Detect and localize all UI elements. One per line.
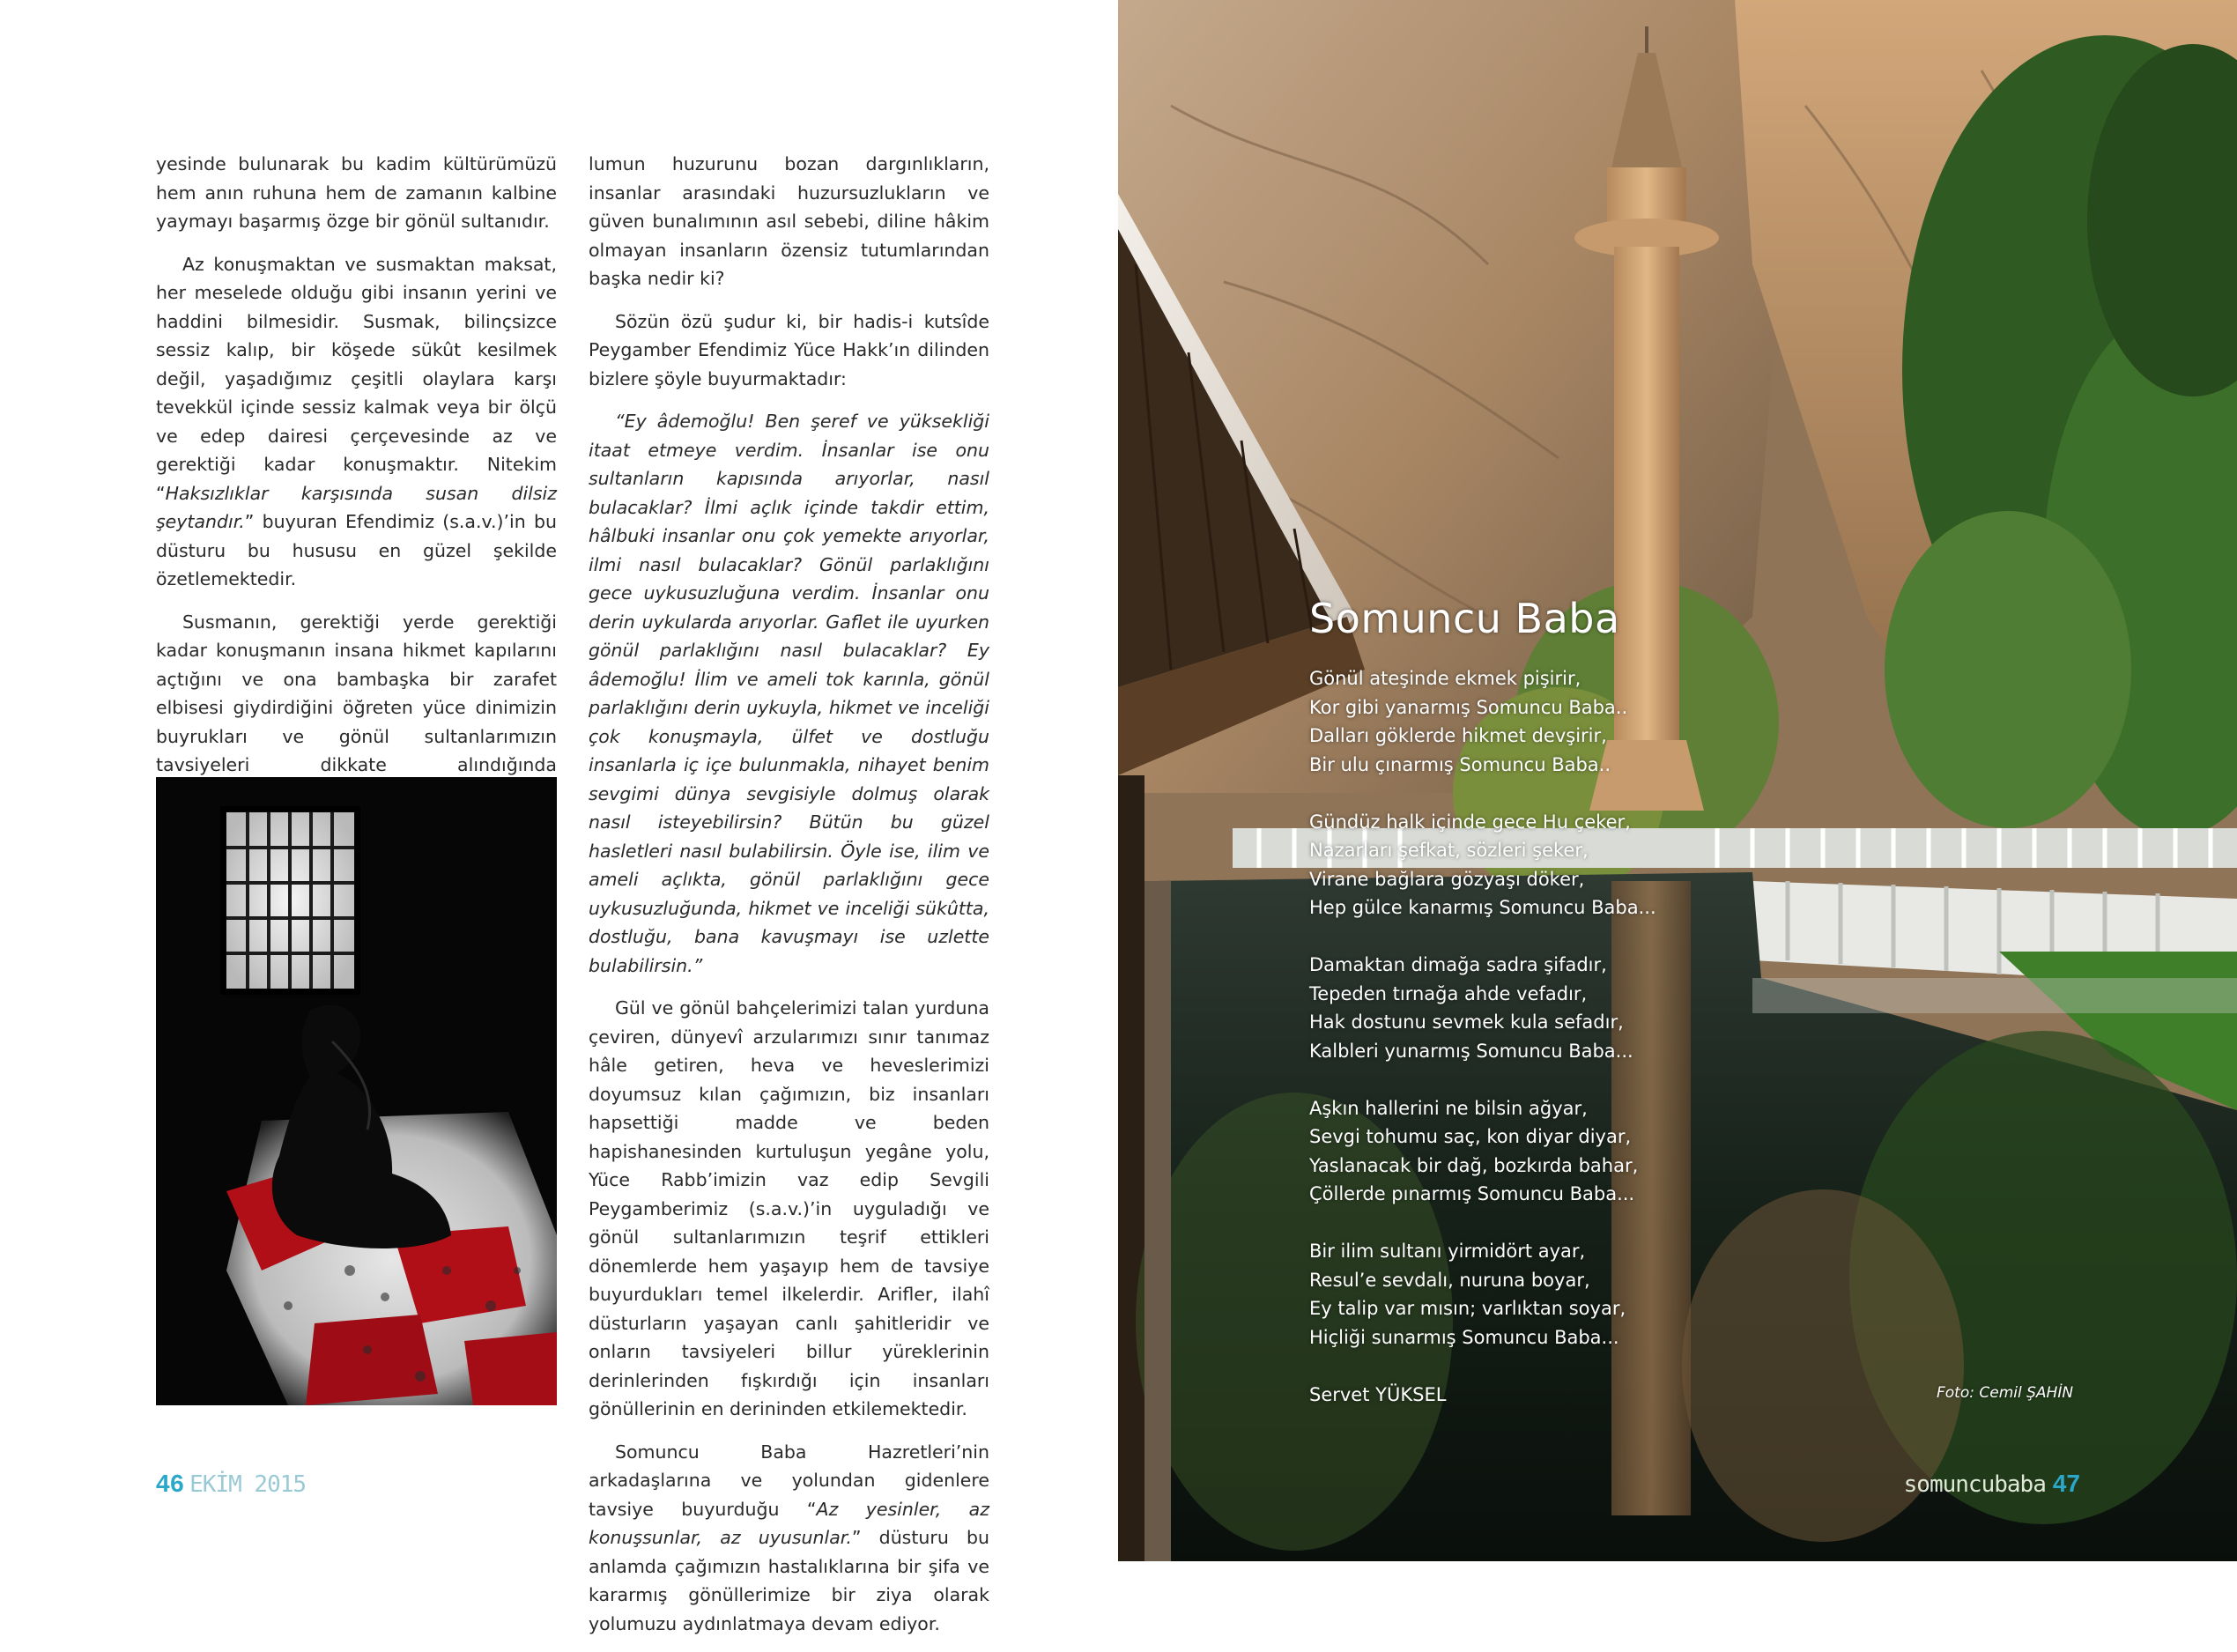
poem-line: Ey talip var mısın; varlıktan soyar, <box>1309 1298 1626 1319</box>
poem-line: Sevgi tohumu saç, kon diyar diyar, <box>1309 1126 1632 1147</box>
poem-line: Virane bağlara gözyaşı döker, <box>1309 868 1585 890</box>
poem-line: Tepeden tırnağa ahde vefadır, <box>1309 982 1588 1004</box>
hadith-quote: “Ey âdemoğlu! Ben şeref ve yüksekliği itaat etmeye verdim. İnsanlar ise onu sultanların kapısında arıyorlar, nasıl bulacaklar? İlmi açlık içinde takdir ettim, hâlbuki insanlar onu çok yemekte arıyorlar, ilmi nasıl bulacaklar? Gönül parlaklığını gece uykusuzluğuna verdim. İnsanlar onu derin uykularda arıyorlar. Gaflet ile uyurken gönül parlaklığını nasıl bulacaklar? Ey âdemoğlu! İlim ve ameli tok karınla, gönül parlaklığını derin uykuyla, hikmet ve inceliği çok konuşmayla, ülfet ve dostluğu insanlarla iç içe bulunmakla, nihayet benim sevgimi dünya sevgisiyle dolmuş olarak nasıl isteyebilirsin? Bütün bu güzel hasletleri nasıl bulabilirsin. Öyle ise, ilim ve ameli açlıkta, gönül parlaklığını gece uykusuzluğunda, hikmet ve inceliği sükûtta, dostluğu, bana kavuşmayı ise uzlette bulabilirsin.” <box>589 411 989 976</box>
magazine-brand: somuncubaba <box>1903 1471 2046 1498</box>
photo-credit: Foto: Cemil ŞAHİN <box>1937 1384 2074 1402</box>
article-column-2 <box>589 150 989 1652</box>
poem-line: Damaktan dimağa sadra şifadır, <box>1309 954 1607 975</box>
poem-stanza <box>1309 664 1679 779</box>
poem-stanza <box>1309 1237 1679 1352</box>
poem-line: Gönül ateşinde ekmek pişirir, <box>1309 668 1581 689</box>
poem-author: Servet YÜKSEL <box>1309 1383 1447 1405</box>
poem-line: Dalları göklerde hikmet devşirir, <box>1309 725 1607 746</box>
paragraph: yesinde bulunarak bu kadim kültürümüzü hem anın ruhuna hem de zamanın kalbine yaymayı başarmış özge bir gönül sultanıdır. <box>156 153 557 232</box>
paragraph: Susmanın, gerektiği yerde gerektiği kadar konuşmanın insana hikmet kapılarını açtığını ve ona bambaşka bir zarafet elbisesi giydirdiğini öğreten yüce dinimizin buyrukları ve gönül sultanlarımızın tavsiyeleri dikkate alındığında <box>156 611 557 775</box>
poem-line: Gündüz halk içinde gece Hu çeker, <box>1309 811 1631 833</box>
page-folio-right <box>1904 1470 2080 1498</box>
poem-line: Hep gülce kanarmış Somuncu Baba... <box>1309 897 1656 918</box>
poem-stanza <box>1309 808 1679 922</box>
issue-month: EKİM 2015 <box>189 1471 307 1498</box>
poem-line: Kor gibi yanarmış Somuncu Baba.. <box>1309 696 1628 718</box>
poem-line: Hak dostunu sevmek kula sefadır, <box>1309 1011 1624 1033</box>
poem-line: Aşkın hallerini ne bilsin ağyar, <box>1309 1097 1588 1119</box>
poem-line: Nazarları şefkat, sözleri şeker, <box>1309 840 1589 861</box>
poem-line: Yaslanacak bir dağ, bozkırda bahar, <box>1309 1154 1639 1176</box>
page-number: 46 <box>156 1470 185 1497</box>
right-page <box>1118 0 2237 1561</box>
poem-stanza <box>1309 1094 1679 1209</box>
page-number: 47 <box>2052 1470 2080 1497</box>
article-column-1 <box>156 150 557 879</box>
prayer-photo <box>156 777 557 1405</box>
paragraph: Gül ve gönül bahçelerimizi talan yurduna çeviren, dünyevî arzularımızı sınır tanımaz hâle getiren, heva ve heveslerimizi doyumsuz kılan çağımızın, biz insanları hapsettiği madde ve beden hapishanesinden kurtuluşun yegâne yolu, Yüce Rabb’imizin vaz edip Sevgili Peygamberimiz (s.a.v.)’in uyguladığı ve gönül sultanlarımızın teşrif ettikleri dönemlerde hem yaşayıp hem de tavsiye buyurdukları temel ilkelerdir. Arifler, ilahî düsturların yaşayan canlı şahitleridir ve onların tavsiyeleri billur yüreklerinin derinlerinden fışkırdığı için insanları gönüllerinin en derininden etkilemektedir. <box>589 997 989 1419</box>
poem-line: Bir ulu çınarmış Somuncu Baba.. <box>1309 753 1611 775</box>
man-praying-image <box>156 777 557 1405</box>
poem-line: Hiçliği sunarmış Somuncu Baba... <box>1309 1326 1619 1348</box>
poem-block <box>1309 592 1679 1409</box>
poem-title: Somuncu Baba <box>1309 595 1620 642</box>
page-folio-left <box>156 1470 306 1498</box>
paragraph: Az konuşmaktan ve susmaktan maksat, her meselede olduğu gibi insanın yerini ve haddini bilmesidir. Susmak, bilinçsizce sessiz kalıp, bir köşede sükût kesilmek değil, yaşadığımız çeşitli olaylara karşı tevekkül içinde sessiz kalmak veya bir ölçü ve edep dairesi çerçevesinde az ve gerektiği kadar konuşmaktır. Nitekim “Haksızlıklar karşısında susan dilsiz şeytandır.” buyuran Efendimiz (s.a.v.)’in bu düsturu bu hususu en güzel şekilde özetlemektedir. <box>156 253 557 589</box>
poem-stanza <box>1309 951 1679 1065</box>
paragraph: Sözün özü şudur ki, bir hadis-i kutsîde Peygamber Efendimiz Yüce Hakk’ın dilinden bizlere şöyle buyurmaktadır: <box>589 310 989 389</box>
paragraph: lumun huzurunu bozan dargınlıkların, insanlar arasındaki huzursuzlukların ve güven bunalımının asıl sebebi, diline hâkim olmayan insanların özensiz tutumlarından başka nedir ki? <box>589 153 989 289</box>
left-page <box>0 0 1118 1634</box>
poem-line: Resul’e sevdalı, nuruna boyar, <box>1309 1269 1590 1291</box>
poem-line: Çöllerde pınarmış Somuncu Baba... <box>1309 1183 1635 1204</box>
poem-line: Kalbleri yunarmış Somuncu Baba... <box>1309 1040 1633 1062</box>
poem-line: Bir ilim sultanı yirmidört ayar, <box>1309 1241 1586 1262</box>
paragraph: Somuncu Baba Hazretleri’nin arkadaşlarına ve yolundan gidenlere tavsiye buyurduğu “Az yesinler, az konuşsunlar, az uyusunlar.” düsturu bu anlamda çağımızın hastalıklarına bir şifa ve kararmış gönüllerimize bir ziya olarak yolumuzu aydınlatmaya devam ediyor. <box>589 1441 990 1634</box>
